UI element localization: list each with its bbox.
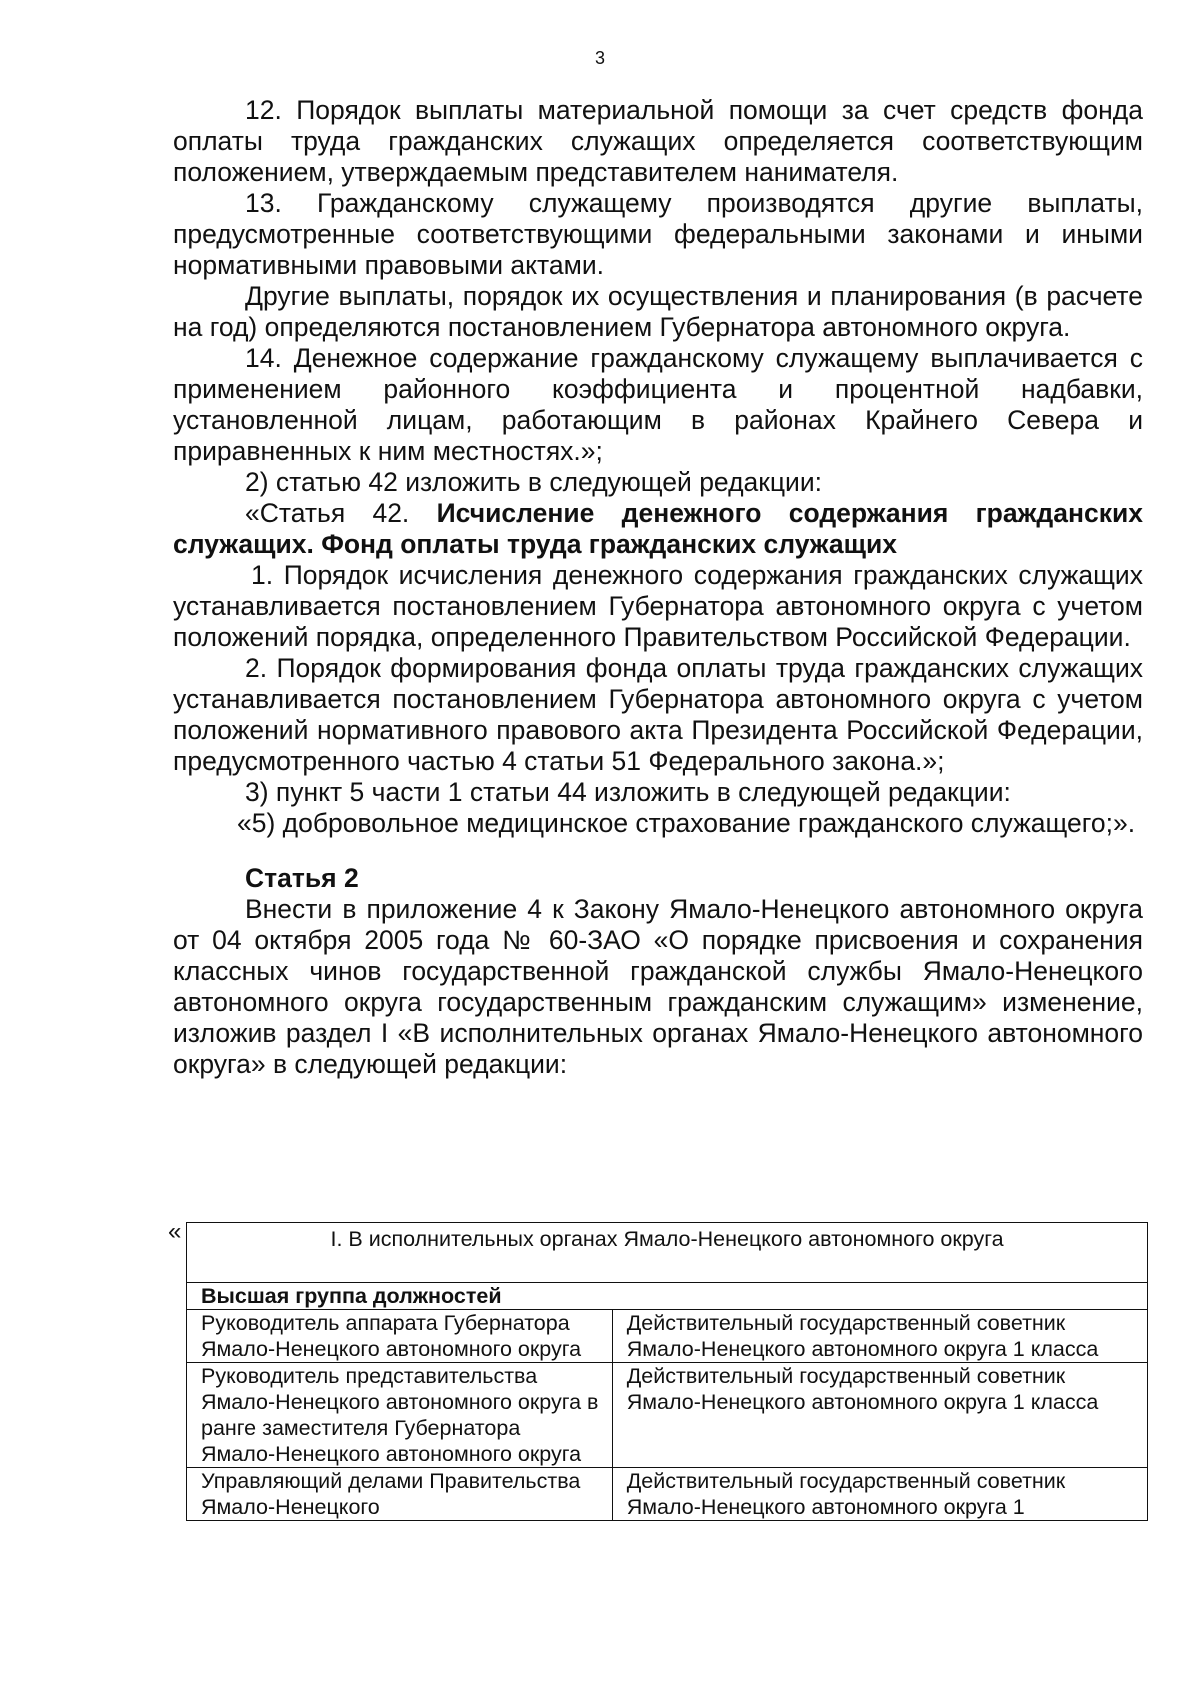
document-body	[173, 95, 1143, 1080]
article-42-part-1: 1. Порядок исчисления денежного содержания гражданских служащих устанавливается постановлением Губернатора автономного округа с учетом положений порядка, определенного Правительством Российской Федерации.	[173, 560, 1143, 652]
article-42-title: Исчисление денежного содержания гражданских служащих. Фонд оплаты труда гражданских служащих	[173, 498, 1143, 559]
paragraph-14: 14. Денежное содержание гражданскому служащему выплачивается с применением районного коэффициента и процентной надбавки, установленной лицам, работающим в районах Крайнего Севера и приравненных к ним местностях.»;	[173, 343, 1143, 466]
table-title-row	[187, 1223, 1148, 1283]
paragraph-13-other-payments: Другие выплаты, порядок их осуществления и планирования (в расчете на год) определяются постановлением Губернатора автономного округа.	[173, 281, 1143, 342]
position-cell: Управляющий делами Правительства Ямало-Ненецкого	[187, 1468, 613, 1521]
table-title: I. В исполнительных органах Ямало-Ненецкого автономного округа	[187, 1223, 1148, 1283]
article-42-prefix: «Статья 42.	[245, 498, 437, 528]
paragraph-12: 12. Порядок выплаты материальной помощи за счет средств фонда оплаты труда гражданских служащих определяется соответствующим положением, утверждаемым представителем нанимателя.	[173, 95, 1143, 187]
rank-cell: Действительный государственный советник Ямало-Ненецкого автономного округа 1 класса	[612, 1363, 1147, 1468]
table-row	[187, 1310, 1148, 1363]
table-group-heading: Высшая группа должностей	[187, 1283, 1148, 1310]
paragraph-13: 13. Гражданскому служащему производятся другие выплаты, предусмотренные соответствующими федеральными законами и иными нормативными правовыми актами.	[173, 188, 1143, 280]
article-42-heading	[173, 498, 1143, 560]
table-group-row	[187, 1283, 1148, 1310]
amendment-item-2: 2) статью 42 изложить в следующей редакции:	[245, 467, 823, 497]
position-cell: Руководитель аппарата Губернатора Ямало-Ненецкого автономного округа	[187, 1310, 613, 1363]
table-open-quote: «	[168, 1218, 182, 1245]
rank-table	[186, 1222, 1148, 1521]
table-row	[187, 1363, 1148, 1468]
position-cell: Руководитель представительства Ямало-Ненецкого автономного округа в ранге заместителя Губернатора Ямало-Ненецкого автономного округа	[187, 1363, 613, 1468]
table-row	[187, 1468, 1148, 1521]
amendment-item-3-text: «5) добровольное медицинское страхование гражданского служащего;».	[237, 808, 1136, 838]
rank-cell: Действительный государственный советник Ямало-Ненецкого автономного округа 1	[612, 1468, 1147, 1521]
article-42-part-2: 2. Порядок формирования фонда оплаты труда гражданских служащих устанавливается постановлением Губернатора автономного округа с учетом положений нормативного правового акта Президента Российской Федерации, предусмотренного частью 4 статьи 51 Федерального закона.»;	[173, 653, 1143, 776]
rank-cell: Действительный государственный советник Ямало-Ненецкого автономного округа 1 класса	[612, 1310, 1147, 1363]
article-2-text: Внести в приложение 4 к Закону Ямало-Ненецкого автономного округа от 04 октября 2005 года № 60-ЗАО «О порядке присвоения и сохранения классных чинов государственной гражданской службы Ямало-Ненецкого автономного округа государственным гражданским служащим» изменение, изложив раздел I «В исполнительных органах Ямало-Ненецкого автономного округа» в следующей редакции:	[173, 894, 1143, 1079]
amendment-item-3: 3) пункт 5 части 1 статьи 44 изложить в следующей редакции:	[245, 777, 1011, 807]
page-number: 3	[594, 48, 605, 68]
article-2-heading: Статья 2	[245, 863, 359, 893]
